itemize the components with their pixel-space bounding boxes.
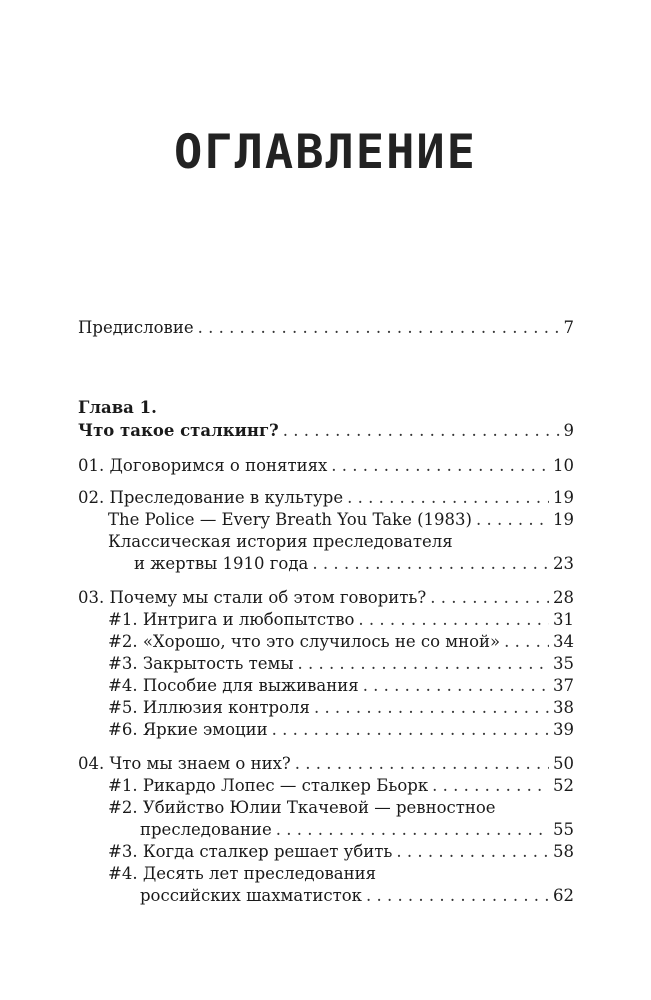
dot-leader <box>396 842 549 862</box>
toc-label-line1: #2. Убийство Юлии Ткачевой — ревностное <box>108 798 496 817</box>
dot-leader <box>331 456 549 476</box>
dot-leader <box>366 886 549 906</box>
toc-label: и жертвы 1910 года <box>134 554 309 573</box>
toc-page: 35 <box>553 654 574 673</box>
toc-entry-03-4[interactable] <box>108 676 574 696</box>
toc-page: 39 <box>553 720 574 739</box>
toc-page: 19 <box>553 510 574 529</box>
toc-label: преследование <box>140 820 272 839</box>
toc-page: 37 <box>553 676 574 695</box>
toc-page: 28 <box>553 588 574 607</box>
toc-entry-03-6[interactable] <box>108 720 574 740</box>
chapter-heading: Глава 1. <box>78 398 157 417</box>
dot-leader <box>295 754 549 774</box>
toc-entry-03-1[interactable] <box>108 610 574 630</box>
dot-leader <box>312 554 549 574</box>
toc-label: Что такое сталкинг? <box>78 421 279 440</box>
dot-leader <box>272 720 549 740</box>
toc-label: #6. Яркие эмоции <box>108 720 268 739</box>
toc-label: #3. Когда сталкер решает убить <box>108 842 393 861</box>
dot-leader <box>314 698 549 718</box>
toc-label: #1. Рикардо Лопес — сталкер Бьорк <box>108 776 429 795</box>
toc-label: Предисловие <box>78 318 194 337</box>
dot-leader <box>276 820 549 840</box>
toc-page: 7 <box>563 318 574 337</box>
toc-page: 50 <box>553 754 574 773</box>
toc-entry-04-2[interactable] <box>140 820 574 840</box>
toc-entry-02[interactable] <box>78 488 574 508</box>
dot-leader <box>198 318 560 338</box>
toc-label: #4. Пособие для выживания <box>108 676 359 695</box>
toc-page: 38 <box>553 698 574 717</box>
toc-page: 31 <box>553 610 574 629</box>
dot-leader <box>297 654 549 674</box>
toc-label-line1: #4. Десять лет преследования <box>108 864 377 883</box>
dot-leader <box>347 488 549 508</box>
toc-label: российских шахматисток <box>140 886 362 905</box>
toc-page: 23 <box>553 554 574 573</box>
toc-entry-04-3[interactable] <box>108 842 574 862</box>
toc-label: #2. «Хорошо, что это случилось не со мной» <box>108 632 501 651</box>
dot-leader <box>504 632 549 652</box>
toc-entry-03-3[interactable] <box>108 654 574 674</box>
toc-entry-02-2[interactable] <box>134 554 574 574</box>
toc-page: 9 <box>563 421 574 440</box>
toc-entry-03-5[interactable] <box>108 698 574 718</box>
toc-label: #1. Интрига и любопытство <box>108 610 355 629</box>
toc-label: 04. Что мы знаем о них? <box>78 754 291 773</box>
toc-page: 19 <box>553 488 574 507</box>
toc-entry-chapter-1[interactable] <box>78 421 574 441</box>
toc-page: 52 <box>553 776 574 795</box>
toc-page: 62 <box>553 886 574 905</box>
dot-leader <box>432 776 549 796</box>
dot-leader <box>358 610 549 630</box>
toc-entry-03[interactable] <box>78 588 574 608</box>
toc-label: #5. Иллюзия контроля <box>108 698 310 717</box>
toc-page: 58 <box>553 842 574 861</box>
toc-label-line1: Классическая история преследователя <box>108 532 453 551</box>
toc-label: 03. Почему мы стали об этом говорить? <box>78 588 427 607</box>
toc-entry-04[interactable] <box>78 754 574 774</box>
dot-leader <box>476 510 549 530</box>
dot-leader <box>283 421 560 441</box>
toc-entry-02-1[interactable] <box>108 510 574 530</box>
dot-leader <box>363 676 549 696</box>
toc-entry-preface[interactable] <box>78 318 574 338</box>
toc-entry-03-2[interactable] <box>108 632 574 652</box>
toc-label: The Police — Every Breath You Take (1983) <box>108 510 472 529</box>
toc-label: 01. Договоримся о понятиях <box>78 456 328 475</box>
toc-entry-04-1[interactable] <box>108 776 574 796</box>
dot-leader <box>430 588 549 608</box>
toc-label: #3. Закрытость темы <box>108 654 294 673</box>
page-title: ОГЛАВЛЕНИЕ <box>174 125 477 180</box>
toc-entry-01[interactable] <box>78 456 574 476</box>
toc-entry-04-4[interactable] <box>140 886 574 906</box>
toc-page: 34 <box>553 632 574 651</box>
toc-page: 10 <box>553 456 574 475</box>
toc-label: 02. Преследование в культуре <box>78 488 344 507</box>
toc-page: 55 <box>553 820 574 839</box>
